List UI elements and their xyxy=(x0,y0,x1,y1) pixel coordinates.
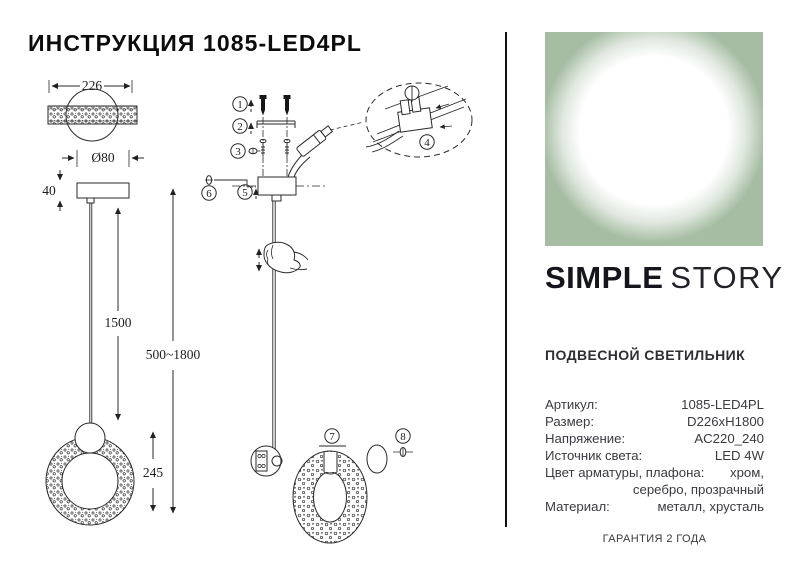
spec-row-light-source xyxy=(545,447,764,464)
spec-label: Размер: xyxy=(545,414,594,429)
spec-value: D226xH1800 xyxy=(687,414,764,429)
svg-text:1: 1 xyxy=(237,99,243,111)
connection-detail-callout xyxy=(366,83,472,157)
warranty-note: ГАРАНТИЯ 2 ГОДА xyxy=(602,533,707,545)
ceiling-canopy xyxy=(258,177,296,201)
svg-text:3: 3 xyxy=(235,146,241,158)
tiny-screw-icon xyxy=(393,448,413,457)
dim-canopy-height: 40 xyxy=(42,183,56,198)
step-5-marker xyxy=(238,185,252,199)
step-7-marker xyxy=(325,429,339,443)
spec-value: LED 4W xyxy=(714,448,764,463)
wire-connector xyxy=(296,124,334,157)
spec-row-material xyxy=(545,498,764,515)
hand-adjust-icon xyxy=(264,242,308,273)
spec-label: Артикул: xyxy=(545,397,598,412)
perforated-ring xyxy=(293,451,367,543)
dim-cable-length-group xyxy=(105,208,132,420)
svg-text:4: 4 xyxy=(424,137,430,149)
spec-value: металл, хрусталь xyxy=(657,499,764,514)
svg-text:2: 2 xyxy=(237,121,243,133)
step-8-marker xyxy=(396,429,410,443)
wire xyxy=(288,153,310,177)
front-view xyxy=(42,150,200,525)
brand-glow-square xyxy=(545,32,763,246)
spec-table xyxy=(545,396,764,515)
svg-text:8: 8 xyxy=(400,431,406,443)
svg-text:6: 6 xyxy=(206,188,212,200)
top-view xyxy=(48,78,137,141)
spec-value: AC220_240 xyxy=(694,431,764,446)
spec-label: Источник света: xyxy=(545,448,643,463)
brand-word-primary: SIMPLE xyxy=(545,260,664,295)
crystal-ring xyxy=(46,423,134,525)
spec-row-article xyxy=(545,396,764,413)
dim-suspension-height: 500~1800 xyxy=(145,347,201,362)
brand-logo xyxy=(545,260,784,296)
screw-icon xyxy=(249,139,290,156)
spec-label: Материал: xyxy=(545,499,610,514)
cable-lock-ball xyxy=(251,446,282,476)
svg-text:7: 7 xyxy=(329,431,335,443)
dim-canopy-diameter: Ø80 xyxy=(91,150,115,165)
step-1-marker xyxy=(233,97,247,111)
pendant-cable xyxy=(273,201,275,449)
end-cap-disc xyxy=(367,445,387,473)
svg-text:5: 5 xyxy=(242,187,248,199)
vertical-divider xyxy=(505,32,507,527)
step-2-marker xyxy=(233,119,247,133)
step-6-marker xyxy=(202,186,216,200)
step-3-marker xyxy=(231,144,245,158)
dim-overall-width: 226 xyxy=(81,78,103,93)
dim-pendant-height-group xyxy=(143,432,164,511)
spec-label: Цвет арматуры, плафона: xyxy=(545,465,705,480)
page-title: ИНСТРУКЦИЯ 1085-LED4PL xyxy=(28,30,363,56)
spec-value: хром, серебро, прозрачный xyxy=(632,465,764,497)
spec-value: 1085-LED4PL xyxy=(681,397,764,412)
suspension-cable xyxy=(90,203,92,424)
product-category: ПОДВЕСНОЙ СВЕТИЛЬНИК xyxy=(545,347,746,363)
dim-cable-length: 1500 xyxy=(104,315,132,330)
hanger-ball xyxy=(75,423,105,453)
spec-label: Напряжение: xyxy=(545,431,626,446)
wall-anchor-icon xyxy=(260,95,291,116)
spec-row-voltage xyxy=(545,430,764,447)
dim-pendant-height: 245 xyxy=(142,465,164,480)
assembly-steps xyxy=(202,83,472,543)
spec-row-color xyxy=(545,464,764,498)
brand-word-secondary: STORY xyxy=(670,260,784,295)
spec-row-size xyxy=(545,413,764,430)
